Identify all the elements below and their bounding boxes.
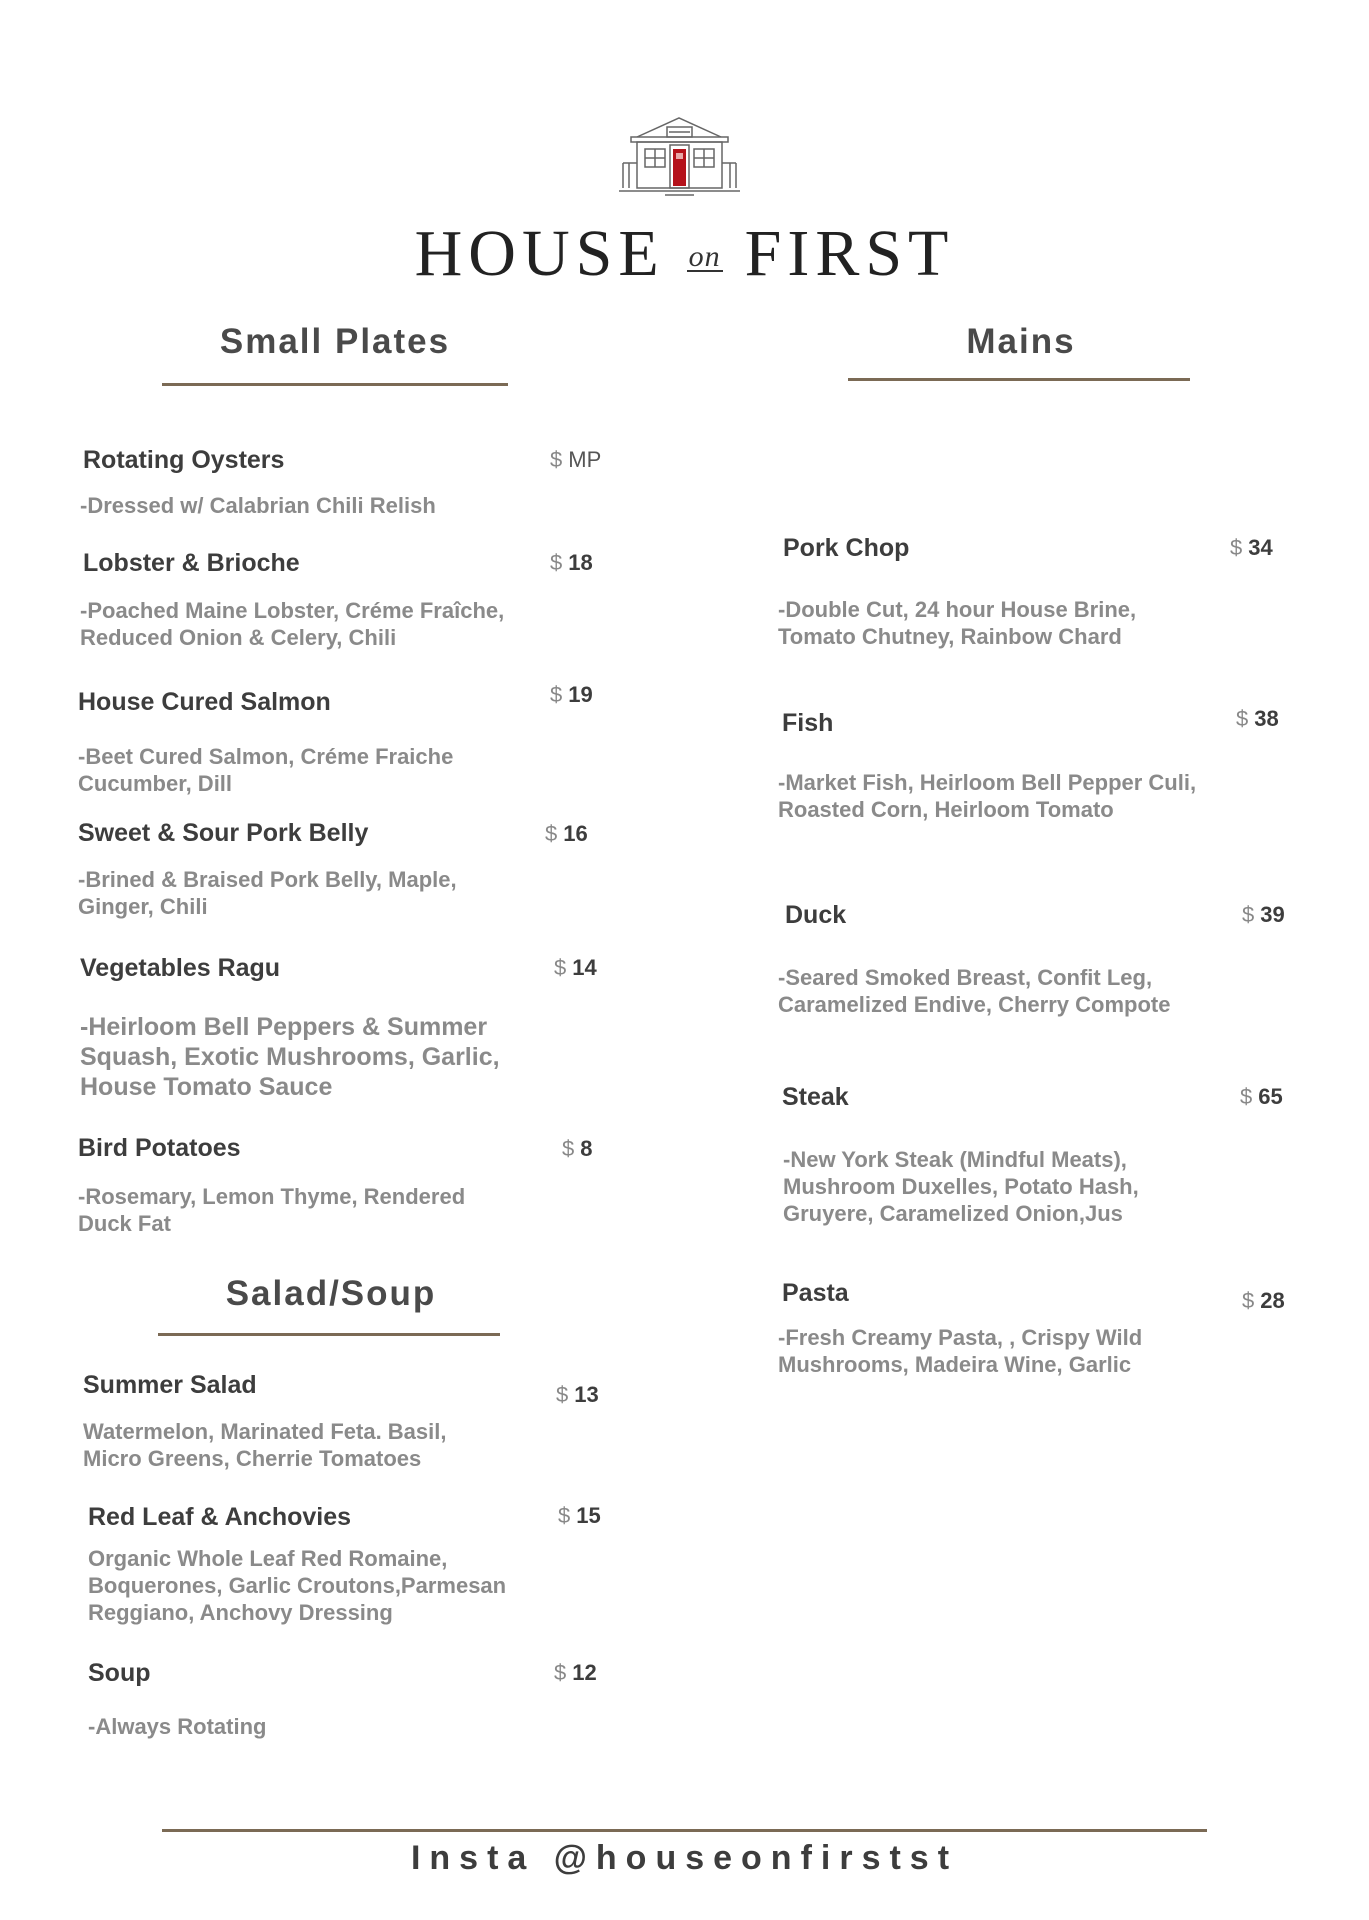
item-price: $ 39 — [1242, 902, 1285, 927]
section-rule-small-plates — [162, 383, 508, 386]
item-name: Bird Potatoes — [78, 1134, 241, 1162]
section-rule-salad-soup — [158, 1333, 500, 1336]
item-price: $ 13 — [556, 1382, 599, 1407]
item-price: $ 15 — [558, 1503, 601, 1528]
item-name: Red Leaf & Anchovies — [88, 1503, 352, 1531]
item-name: Pork Chop — [783, 534, 910, 562]
brand-wordmark — [0, 216, 1369, 292]
section-title-mains: Mains — [966, 322, 1076, 361]
brand-word-left: HOUSE — [414, 217, 665, 290]
item-price: $ 34 — [1230, 535, 1273, 560]
item-name: Soup — [88, 1659, 151, 1687]
item-price: $ 18 — [550, 550, 593, 575]
item-name: House Cured Salmon — [78, 688, 331, 716]
item-description: -Heirloom Bell Peppers & Summer Squash, Exotic Mushrooms, Garlic, House Tomato Sauce — [80, 1013, 500, 1101]
instagram-handle: Insta @houseonfirstst — [410, 1839, 959, 1877]
item-description: Watermelon, Marinated Feta. Basil, Micro Greens, Cherrie Tomatoes — [83, 1419, 447, 1471]
item-name: Pasta — [782, 1279, 849, 1307]
item-description: -Seared Smoked Breast, Confit Leg, Caramelized Endive, Cherry Compote — [778, 965, 1171, 1017]
item-price: $ 14 — [554, 955, 597, 980]
item-price: $ 19 — [550, 682, 593, 707]
footer-rule — [162, 1829, 1207, 1832]
item-name: Vegetables Ragu — [80, 954, 281, 982]
house-logo-icon — [617, 115, 742, 197]
item-price: $ 8 — [562, 1136, 593, 1161]
item-name: Steak — [782, 1083, 849, 1111]
item-description: -Always Rotating — [88, 1714, 267, 1739]
item-description: -Double Cut, 24 hour House Brine, Tomato Chutney, Rainbow Chard — [778, 597, 1137, 649]
section-title-small-plates: Small Plates — [219, 322, 451, 361]
item-name: Rotating Oysters — [83, 446, 285, 474]
section-title-salad-soup: Salad/Soup — [225, 1274, 437, 1313]
item-description: -Fresh Creamy Pasta, , Crispy Wild Mushrooms, Madeira Wine, Garlic — [778, 1325, 1143, 1377]
item-description: -Poached Maine Lobster, Créme Fraîche, Reduced Onion & Celery, Chili — [80, 598, 505, 650]
section-rule-mains — [848, 378, 1190, 381]
item-price: $ 16 — [545, 821, 588, 846]
item-price: $ 28 — [1242, 1288, 1285, 1313]
item-description: -Beet Cured Salmon, Créme Fraiche Cucumber, Dill — [78, 744, 454, 796]
item-price: $ MP — [550, 447, 602, 472]
brand-word-middle: on — [688, 239, 721, 273]
item-name: Summer Salad — [83, 1371, 257, 1399]
brand-word-right: FIRST — [744, 217, 955, 290]
item-name: Lobster & Brioche — [83, 549, 300, 577]
item-description: -Rosemary, Lemon Thyme, Rendered Duck Fat — [78, 1184, 466, 1236]
item-price: $ 12 — [554, 1660, 597, 1685]
item-price: $ 38 — [1236, 706, 1279, 731]
item-description: -Brined & Braised Pork Belly, Maple, Ginger, Chili — [78, 867, 457, 919]
item-description: -Dressed w/ Calabrian Chili Relish — [80, 493, 436, 518]
item-description: Organic Whole Leaf Red Romaine, Boquerones, Garlic Croutons,Parmesan Reggiano, Anchovy Dressing — [88, 1546, 507, 1625]
item-description: -Market Fish, Heirloom Bell Pepper Culi, Roasted Corn, Heirloom Tomato — [778, 770, 1197, 822]
item-name: Duck — [785, 901, 847, 929]
item-name: Fish — [782, 709, 834, 737]
item-description: -New York Steak (Mindful Meats), Mushroom Duxelles, Potato Hash, Gruyere, Caramelized Onion,Jus — [783, 1147, 1139, 1226]
item-name: Sweet & Sour Pork Belly — [78, 819, 369, 847]
item-price: $ 65 — [1240, 1084, 1283, 1109]
